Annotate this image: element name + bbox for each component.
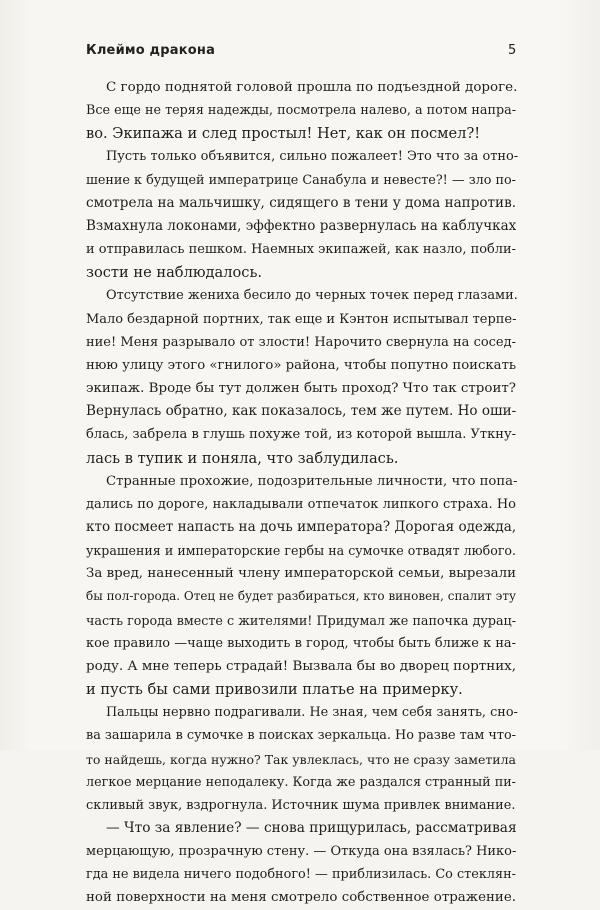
text-line: экипаж. Вроде бы тут должен быть проход? Что так строит? xyxy=(86,381,516,397)
text-line: Взмахнула локонами, эффектно развернулась на каблучках xyxy=(86,217,517,234)
text-line: Отсутствие жениха бесило до черных точек перед глазами. xyxy=(106,288,518,304)
text-line: зости не наблюдалось. xyxy=(86,264,263,282)
text-line: Пусть только объявится, сильно пожалеет! Это что за отно- xyxy=(106,149,519,165)
text-line: шение к будущей императрице Санабула и невесте?! — зло по- xyxy=(86,172,516,188)
text-line: гда не видела ничего подобного! — приблизилась. Со стеклян- xyxy=(86,867,516,883)
text-line: то найдешь, когда нужно? Так увлеклась, что не сразу заметила xyxy=(86,751,516,767)
text-line: кое правило —чаще выходить в город, чтобы быть ближе к на- xyxy=(86,635,516,651)
text-line: нюю улицу этого «гнилого» района, чтобы попутно поискать xyxy=(86,357,517,373)
paragraph xyxy=(86,470,516,702)
text-line: С гордо поднятой головой прошла по подъездной дороге. xyxy=(106,80,518,95)
text-line: дались по дороге, накладывали отпечаток липкого страха. Но xyxy=(86,496,516,512)
text-line: — Что за явление? — снова прищурилась, рассматривая xyxy=(106,820,517,836)
paragraph xyxy=(86,284,516,469)
paragraph xyxy=(86,817,516,910)
text-line: во. Экипажа и след простыл! Нет, как он посмел?! xyxy=(86,125,481,143)
text-line: легкое мерцание неподалеку. Когда же раздался странный пи- xyxy=(86,774,516,790)
text-line: блась, забрела в глушь похуже той, из которой вышла. Уткну- xyxy=(86,427,516,443)
text-line: роду. А мне теперь страдай! Вызвала бы во дворец портних, xyxy=(86,658,516,674)
text-line: Пальцы нервно подрагивали. Не зная, чем себя занять, сно- xyxy=(106,705,518,721)
text-line: ва зашарила в сумочке в поисках зеркальца. Но разве там что- xyxy=(86,728,516,744)
body-text xyxy=(86,76,519,910)
page-number: 5 xyxy=(508,43,517,58)
text-line: смотрела на мальчишку, сидящего в тени у дома напротив. xyxy=(86,194,516,211)
text-line: мерцающую, прозрачную стену. — Откуда она взялась? Нико- xyxy=(86,844,517,860)
text-line: украшения и императорские гербы на сумочке отвадят любого. xyxy=(86,543,516,559)
text-line: бы пол-города. Отец не будет разбираться, кто виновен, спалит эту xyxy=(86,589,516,604)
text-line: лась в тупик и поняла, что заблудилась. xyxy=(86,449,399,467)
paragraph xyxy=(86,145,519,284)
text-line: часть города вместе с жителями! Придумал же папочка дурац- xyxy=(86,612,516,628)
text-line: Все еще не теряя надежды, посмотрела налево, а потом напра- xyxy=(86,103,516,119)
text-line: ной поверхности на меня смотрело собственное отражение. xyxy=(86,890,516,906)
bleed-through-text xyxy=(230,44,410,66)
paragraph xyxy=(86,701,516,817)
running-header-title: Клеймо дракона xyxy=(86,43,216,58)
text-line: ние! Меня разрывало от злости! Нарочито свернула на сосед- xyxy=(86,334,516,350)
paragraph xyxy=(86,76,516,145)
text-line: кто посмеет напасть на дочь императора? Дорогая одежда, xyxy=(86,518,517,535)
text-line: и отправилась пешком. Наемных экипажей, как назло, побли- xyxy=(86,242,516,258)
text-line: Вернулась обратно, как показалось, тем же путем. Но оши- xyxy=(86,403,517,420)
text-line: Мало бездарной портних, так еще и Кэнтон испытывал терпе- xyxy=(86,311,517,327)
text-line: и пусть бы сами привозили платье на примерку. xyxy=(86,681,463,699)
text-line: скливый звук, вздрогнула. Источник шума привлек внимание. xyxy=(86,797,516,813)
text-line: Странные прохожие, подозрительные личности, что попа- xyxy=(106,473,518,489)
text-line: За вред, нанесенный члену императорской семьи, вырезали xyxy=(86,566,516,582)
